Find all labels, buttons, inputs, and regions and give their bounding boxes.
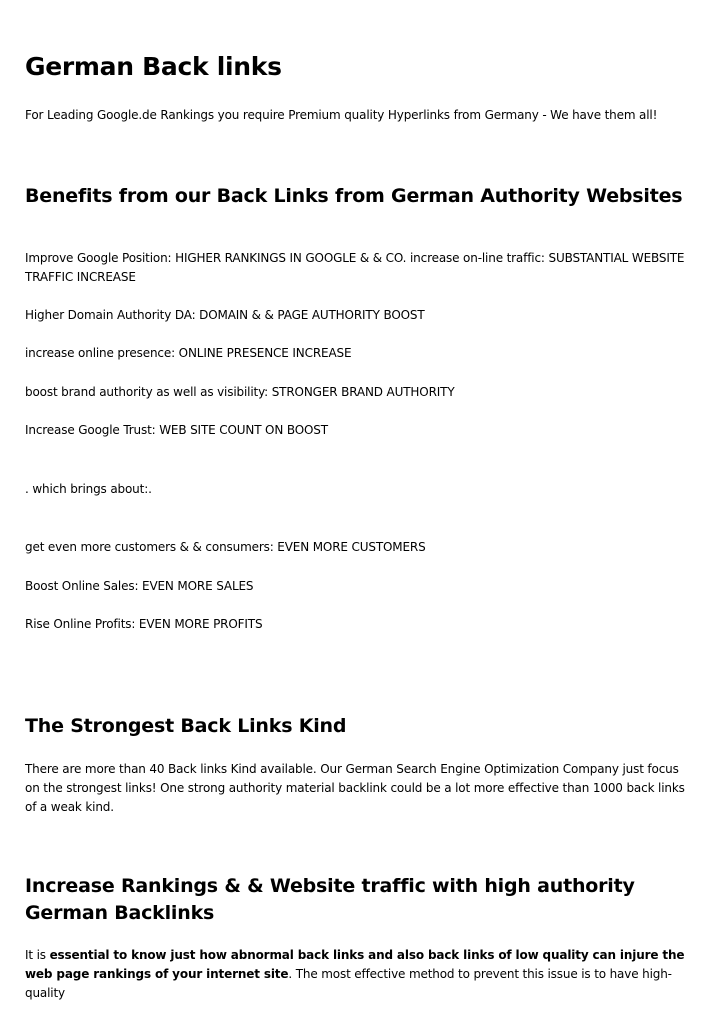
intro-text: For Leading Google.de Rankings you require Premium quality Hyperlinks from Germany - We have them all! [25,108,658,122]
benefit-item: Increase Google Trust: WEB SITE COUNT ON BOOST [25,423,328,437]
increase-body-suffix: . The most effective method to prevent this issue is to have high-quality [25,967,672,1000]
benefit-item: Higher Domain Authority DA: DOMAIN & & PAGE AUTHORITY BOOST [25,308,425,322]
increase-body-prefix: It is [25,948,50,962]
result-item: get even more customers & & consumers: EVEN MORE CUSTOMERS [25,540,426,554]
result-item: Boost Online Sales: EVEN MORE SALES [25,579,254,593]
benefit-item: Improve Google Position: HIGHER RANKINGS IN GOOGLE & & CO. increase on-line traffic: SUBSTANTIAL WEBSITE TRAFFIC INCREASE [25,251,685,284]
transition-text: . which brings about:. [25,482,152,496]
result-item: Rise Online Profits: EVEN MORE PROFITS [25,617,263,631]
increase-body [25,946,697,1003]
strongest-body: There are more than 40 Back links Kind available. Our German Search Engine Optimization Company just focus on the strongest links! One strong authority material backlink could be a lot more effective than 1000 back links of a weak kind. [25,762,685,814]
increase-heading: Increase Rankings & & Website traffic with high authority German Backlinks [25,875,635,924]
increase-body-bold: essential to know just how abnormal back links and also back links of low quality can injure the web page rankings of your internet site [25,948,685,981]
benefit-item: boost brand authority as well as visibility: STRONGER BRAND AUTHORITY [25,385,455,399]
page-title: German Back links [25,52,282,81]
benefits-heading: Benefits from our Back Links from German Authority Websites [25,185,683,207]
strongest-heading: The Strongest Back Links Kind [25,715,347,737]
benefit-item: increase online presence: ONLINE PRESENCE INCREASE [25,346,352,360]
